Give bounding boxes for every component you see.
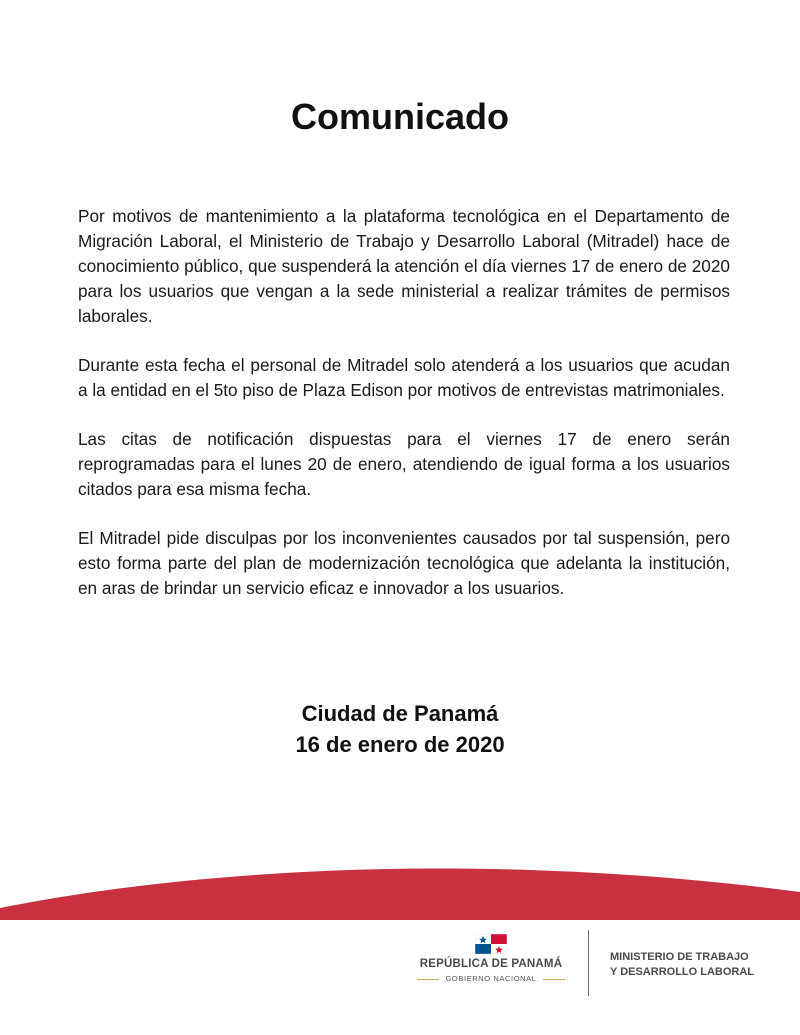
gold-dash-right	[543, 979, 565, 980]
closing-block	[0, 698, 800, 760]
paragraph-2: Durante esta fecha el personal de Mitradel solo atenderá a los usuarios que acudan a la entidad en el 5to piso de Plaza Edison por motivos de entrevistas matrimoniales.	[78, 355, 730, 400]
closing-date: 16 de enero de 2020	[295, 732, 505, 757]
government-name: REPÚBLICA DE PANAMÁ	[419, 958, 563, 970]
closing-place: Ciudad de Panamá	[301, 701, 499, 726]
ministry-logo-text	[610, 950, 754, 980]
logo-divider	[588, 930, 589, 996]
communique-body	[78, 204, 730, 625]
paragraph-1: Por motivos de mantenimiento a la plataforma tecnológica en el Departamento de Migración Laboral, el Ministerio de Trabajo y Desarrollo Laboral (Mitradel) hace de conocimiento público, que suspenderá la atención el día viernes 17 de enero de 2020 para los usuarios que vengan a la sede ministerial a realizar trámites de permisos laborales.	[78, 206, 730, 326]
page-title: Comunicado	[290, 96, 509, 137]
panama-flag-icon	[475, 934, 507, 954]
footer-logos	[0, 928, 800, 1008]
ministry-line-2: Y DESARROLLO LABORAL	[610, 966, 755, 978]
paragraph-4: El Mitradel pide disculpas por los inconvenientes causados por tal suspensión, pero esto forma parte del plan de modernización tecnológica que adelanta la institución, en aras de brindar un servicio eficaz e innovador a los usuarios.	[78, 528, 730, 598]
gold-dash-left	[417, 979, 439, 980]
ministry-line-1: MINISTERIO DE TRABAJO	[610, 951, 749, 963]
paragraph-3: Las citas de notificación dispuestas para el viernes 17 de enero serán reprogramadas para el lunes 20 de enero, atendiendo de igual forma a los usuarios citados para esa misma fecha.	[78, 429, 730, 499]
government-subtitle-text: GOBIERNO NACIONAL	[445, 974, 537, 983]
government-subtitle	[408, 974, 574, 983]
decorative-red-swoosh	[0, 850, 800, 920]
government-logo	[408, 934, 574, 983]
